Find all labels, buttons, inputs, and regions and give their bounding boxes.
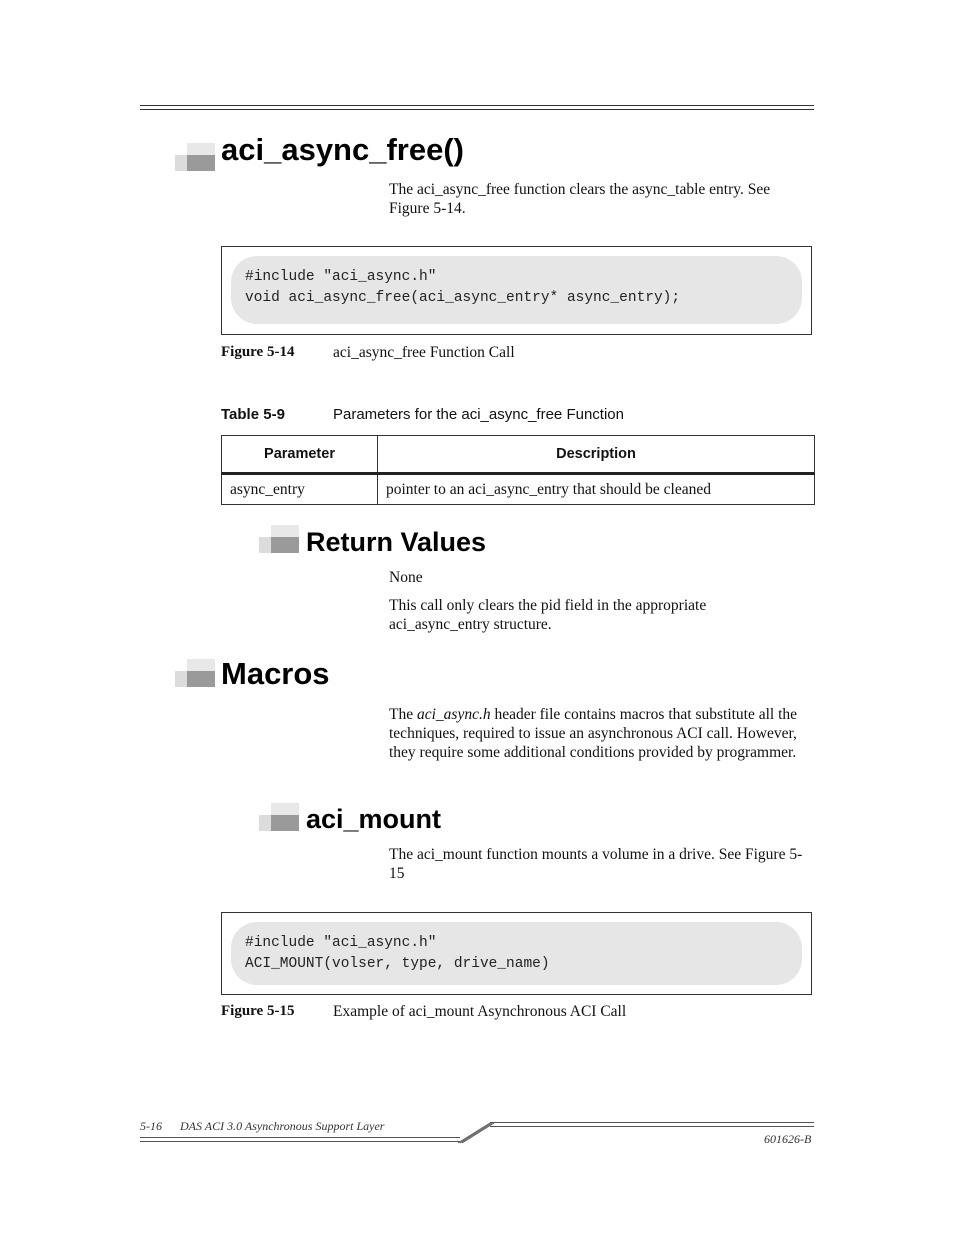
footer-rule-left bbox=[140, 1137, 460, 1142]
table-cell: pointer to an aci_async_entry that should be cleaned bbox=[378, 474, 815, 505]
figure-caption: aci_async_free Function Call bbox=[333, 344, 515, 361]
macros-body-text: header file contains macros that substitute all the techniques, required to issue an asynchronous ACI call. However, they require some additional conditions provided by programmer. bbox=[389, 706, 798, 761]
code-figure-5-15 bbox=[221, 912, 812, 995]
section-body-aci-async-free: The aci_async_free function clears the async_table entry. See Figure 5-14. bbox=[389, 181, 771, 217]
heading-marker-icon bbox=[175, 143, 215, 171]
heading-marker-icon bbox=[175, 659, 215, 687]
return-values-para: This call only clears the pid field in the appropriate aci_async_entry structure. bbox=[389, 597, 707, 633]
table-header-cell: Parameter bbox=[222, 436, 378, 474]
code-line: #include "aci_async.h" bbox=[245, 269, 437, 285]
code-line: #include "aci_async.h" bbox=[245, 935, 437, 951]
table-row bbox=[222, 474, 815, 505]
figure-caption: Example of aci_mount Asynchronous ACI Call bbox=[333, 1003, 627, 1020]
footer-doc-number: 601626-B bbox=[764, 1132, 812, 1146]
return-values-para: None bbox=[389, 569, 423, 586]
macros-body-text: The bbox=[389, 706, 417, 723]
macros-body bbox=[389, 705, 814, 762]
footer-rule-right bbox=[490, 1122, 814, 1127]
section-heading-macros: Macros bbox=[221, 656, 330, 691]
code-block bbox=[231, 922, 802, 985]
table-label: Table 5-9 bbox=[221, 406, 285, 423]
heading-marker-icon bbox=[259, 525, 299, 553]
section-heading-aci-async-free: aci_async_free() bbox=[221, 132, 464, 167]
footer-page-number: 5-16 bbox=[140, 1119, 162, 1133]
table-header-cell: Description bbox=[378, 436, 815, 474]
code-figure-5-14 bbox=[221, 246, 812, 335]
header-rule bbox=[140, 105, 814, 110]
table-cell: async_entry bbox=[222, 474, 378, 505]
macros-body-filename: aci_async.h bbox=[416, 706, 491, 723]
footer-title: DAS ACI 3.0 Asynchronous Support Layer bbox=[180, 1119, 385, 1133]
section-heading-aci-mount: aci_mount bbox=[306, 804, 442, 834]
figure-label: Figure 5-15 bbox=[221, 1003, 295, 1019]
table-title: Parameters for the aci_async_free Function bbox=[333, 406, 624, 423]
code-line: void aci_async_free(aci_async_entry* async_entry); bbox=[245, 290, 681, 306]
section-heading-return-values: Return Values bbox=[306, 527, 487, 557]
code-line: ACI_MOUNT(volser, type, drive_name) bbox=[245, 956, 550, 972]
footer-rule-slant bbox=[455, 1121, 495, 1145]
table-header-row bbox=[222, 436, 815, 474]
aci-mount-body: The aci_mount function mounts a volume in a drive. See Figure 5-15 bbox=[389, 846, 803, 882]
parameters-table bbox=[221, 435, 815, 505]
code-block bbox=[231, 256, 802, 324]
figure-label: Figure 5-14 bbox=[221, 344, 295, 360]
heading-marker-icon bbox=[259, 803, 299, 831]
